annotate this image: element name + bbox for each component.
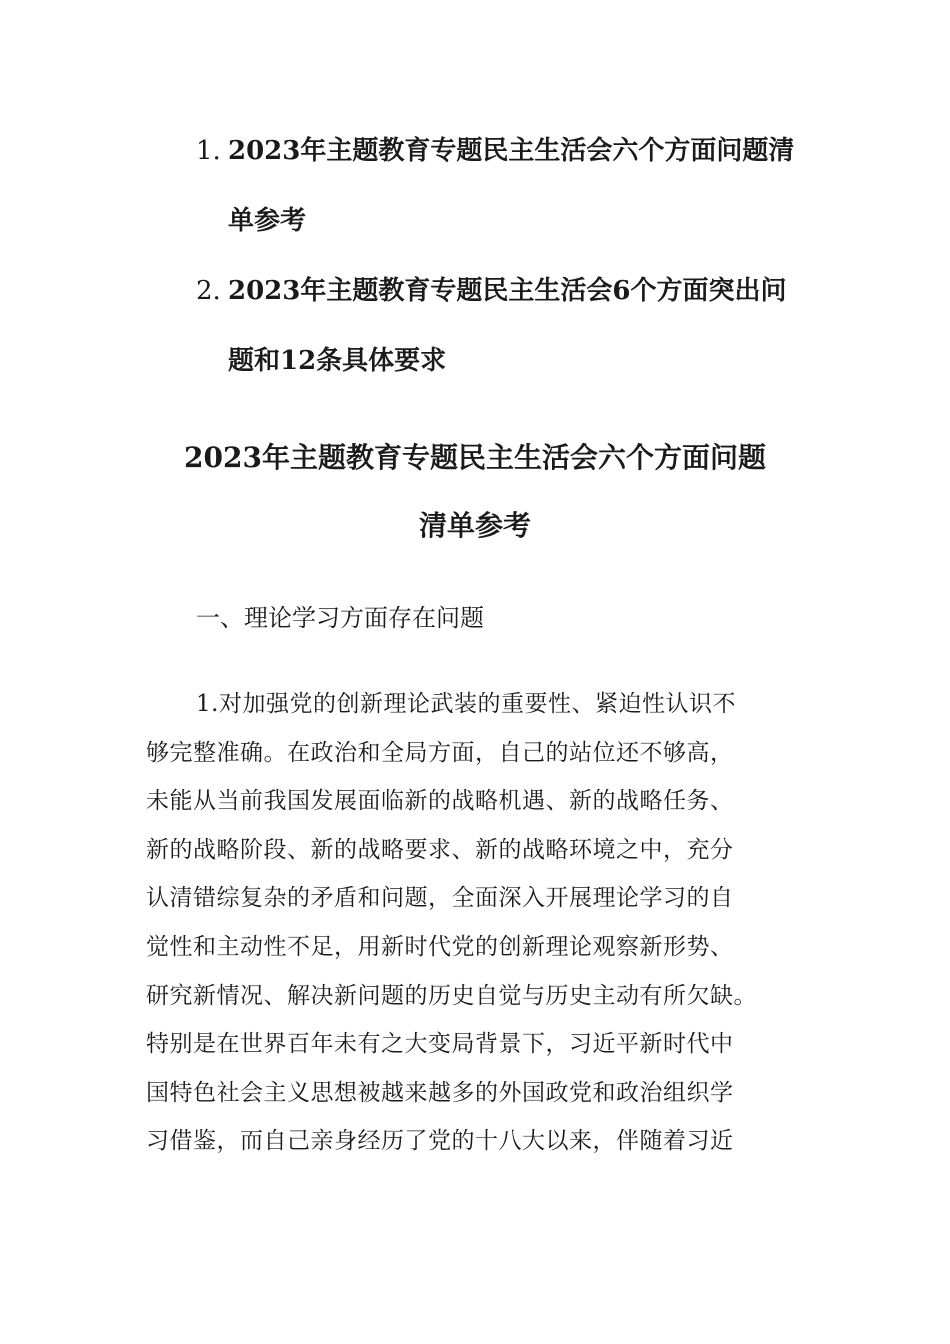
- toc-item-1-text-1: 2023年主题教育专题民主生活会六个方面问题清: [228, 136, 795, 166]
- toc-item-2-line-1: [196, 256, 816, 326]
- section-heading: 一、理论学习方面存在问题: [196, 604, 484, 632]
- toc-item-1-number: 1.: [196, 136, 221, 166]
- toc-item-2-text-1: 2023年主题教育专题民主生活会6个方面突出问: [228, 276, 787, 306]
- page-title: [150, 424, 800, 560]
- paragraph-line: 研究新情况、解决新问题的历史自觉与历史主动有所欠缺。: [146, 982, 757, 1009]
- paragraph-line: 1.对加强党的创新理论武装的重要性、紧迫性认识不: [196, 691, 736, 717]
- paragraph-line: 特别是在世界百年未有之大变局背景下，习近平新时代中: [146, 1031, 734, 1058]
- toc-item-1: [196, 116, 816, 256]
- page-title-line-2: 清单参考: [418, 509, 531, 542]
- toc-item-1-line-1: [196, 116, 816, 186]
- toc-item-2-text-2: 题和12条具体要求: [228, 346, 447, 376]
- paragraph-line: 觉性和主动性不足，用新时代党的创新理论观察新形势、: [146, 933, 734, 960]
- toc-item-2: [196, 256, 816, 396]
- paragraph-line: 国特色社会主义思想被越来越多的外国政党和政治组织学: [146, 1079, 734, 1106]
- toc-item-1-text-2: 单参考: [228, 206, 307, 236]
- paragraph-line: 习借鉴，而自己亲身经历了党的十八大以来，伴随着习近: [146, 1128, 734, 1155]
- page-title-line-1: 2023年主题教育专题民主生活会六个方面问题: [184, 441, 766, 474]
- toc-item-2-number: 2.: [196, 276, 221, 306]
- paragraph-line: 认清错综复杂的矛盾和问题，全面深入开展理论学习的自: [146, 885, 734, 912]
- body-paragraph: [146, 680, 806, 1166]
- paragraph-line: 新的战略阶段、新的战略要求、新的战略环境之中，充分: [146, 836, 734, 863]
- paragraph-line: 够完整准确。在政治和全局方面，自己的站位还不够高，: [146, 739, 734, 766]
- paragraph-line: 未能从当前我国发展面临新的战略机遇、新的战略任务、: [146, 788, 734, 815]
